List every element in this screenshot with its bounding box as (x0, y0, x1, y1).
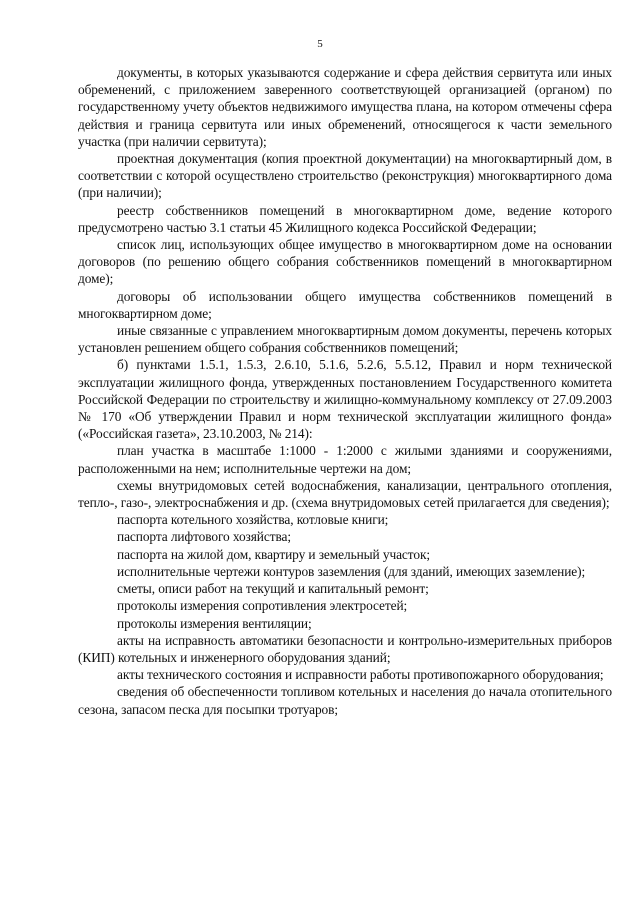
paragraph-project-documentation: проектная документация (копия проектной документации) на многоквартирный дом, в соответствии с которой осуществлено строительство (реконструкция) многоквартирного дома (при наличии); (78, 151, 612, 201)
paragraph-grounding-drawings: исполнительные чертежи контуров заземления (для зданий, имеющих заземление); (117, 563, 586, 579)
paragraph-site-plan: план участка в масштабе 1:1000 - 1:2000 с жилыми зданиями и сооружениями, расположенными на нем; исполнительные чертежи на дом; (78, 443, 612, 476)
document-body (78, 64, 612, 718)
paragraph-owners-register: реестр собственников помещений в многоквартирном доме, ведение которого предусмотрено частью 3.1 статьи 45 Жилищного кодекса Российской Федерации; (78, 202, 612, 235)
paragraph-automation-acts: акты на исправность автоматики безопасности и контрольно-измерительных приборов (КИП) котельных и инженерного оборудования зданий; (78, 632, 612, 665)
paragraph-resistance-protocols: протоколы измерения сопротивления электросетей; (117, 598, 408, 614)
paragraph-rules-reference: б) пунктами 1.5.1, 1.5.3, 2.6.10, 5.1.6, 5.2.6, 5.5.12, Правил и норм технической эксплуатации жилищного фонда, утвержденных постановлением Государственного комитета Российской Федерации по строительству и жилищно-коммунальному комплексу от 27.09.2003 № 170 «Об утверждении Правил и норм технической эксплуатации жилищного фонда» («Российская газета», 23.10.2003, № 214): (78, 357, 612, 442)
paragraph-boiler-passports: паспорта котельного хозяйства, котловые книги; (117, 512, 389, 528)
paragraph-elevator-passports: паспорта лифтового хозяйства; (117, 529, 291, 545)
paragraph-fuel-supply: сведения об обеспеченности топливом котельных и населения до начала отопительного сезона, запасом песка для посыпки тротуаров; (78, 684, 612, 717)
page-number: 5 (317, 38, 323, 50)
paragraph-fire-equipment-acts: акты технического состояния и исправности работы противопожарного оборудования; (117, 667, 604, 683)
paragraph-other-documents: иные связанные с управлением многоквартирным домом документы, перечень которых установлен решением общего собрания собственников помещений; (78, 323, 612, 356)
paragraph-building-passports: паспорта на жилой дом, квартиру и земельный участок; (117, 546, 430, 562)
paragraph-estimates: сметы, описи работ на текущий и капитальный ремонт; (117, 581, 429, 597)
paragraph-documents-servitude: документы, в которых указываются содержание и сфера действия сервитута или иных обременений, с приложением заверенного соответствующей организацией (органом) по государственному учету объектов недвижимого имущества плана, на котором отмечены сфера действия и граница сервитута или иных обременений, относящегося к части земельного участка (при наличии сервитута); (78, 65, 612, 149)
paragraph-ventilation-protocols: протоколы измерения вентиляции; (117, 615, 312, 631)
paragraph-network-schemes: схемы внутридомовых сетей водоснабжения, канализации, центрального отопления, тепло-, газо-, электроснабжения и др. (схема внутридомовых сетей прилагается для сведения); (78, 477, 612, 511)
paragraph-usage-contracts: договоры об использовании общего имущества собственников помещений в многоквартирном доме; (78, 288, 612, 321)
paragraph-users-list: список лиц, использующих общее имущество в многоквартирном доме на основании договоров (по решению общего собрания собственников помещений в многоквартирном доме); (78, 237, 612, 287)
